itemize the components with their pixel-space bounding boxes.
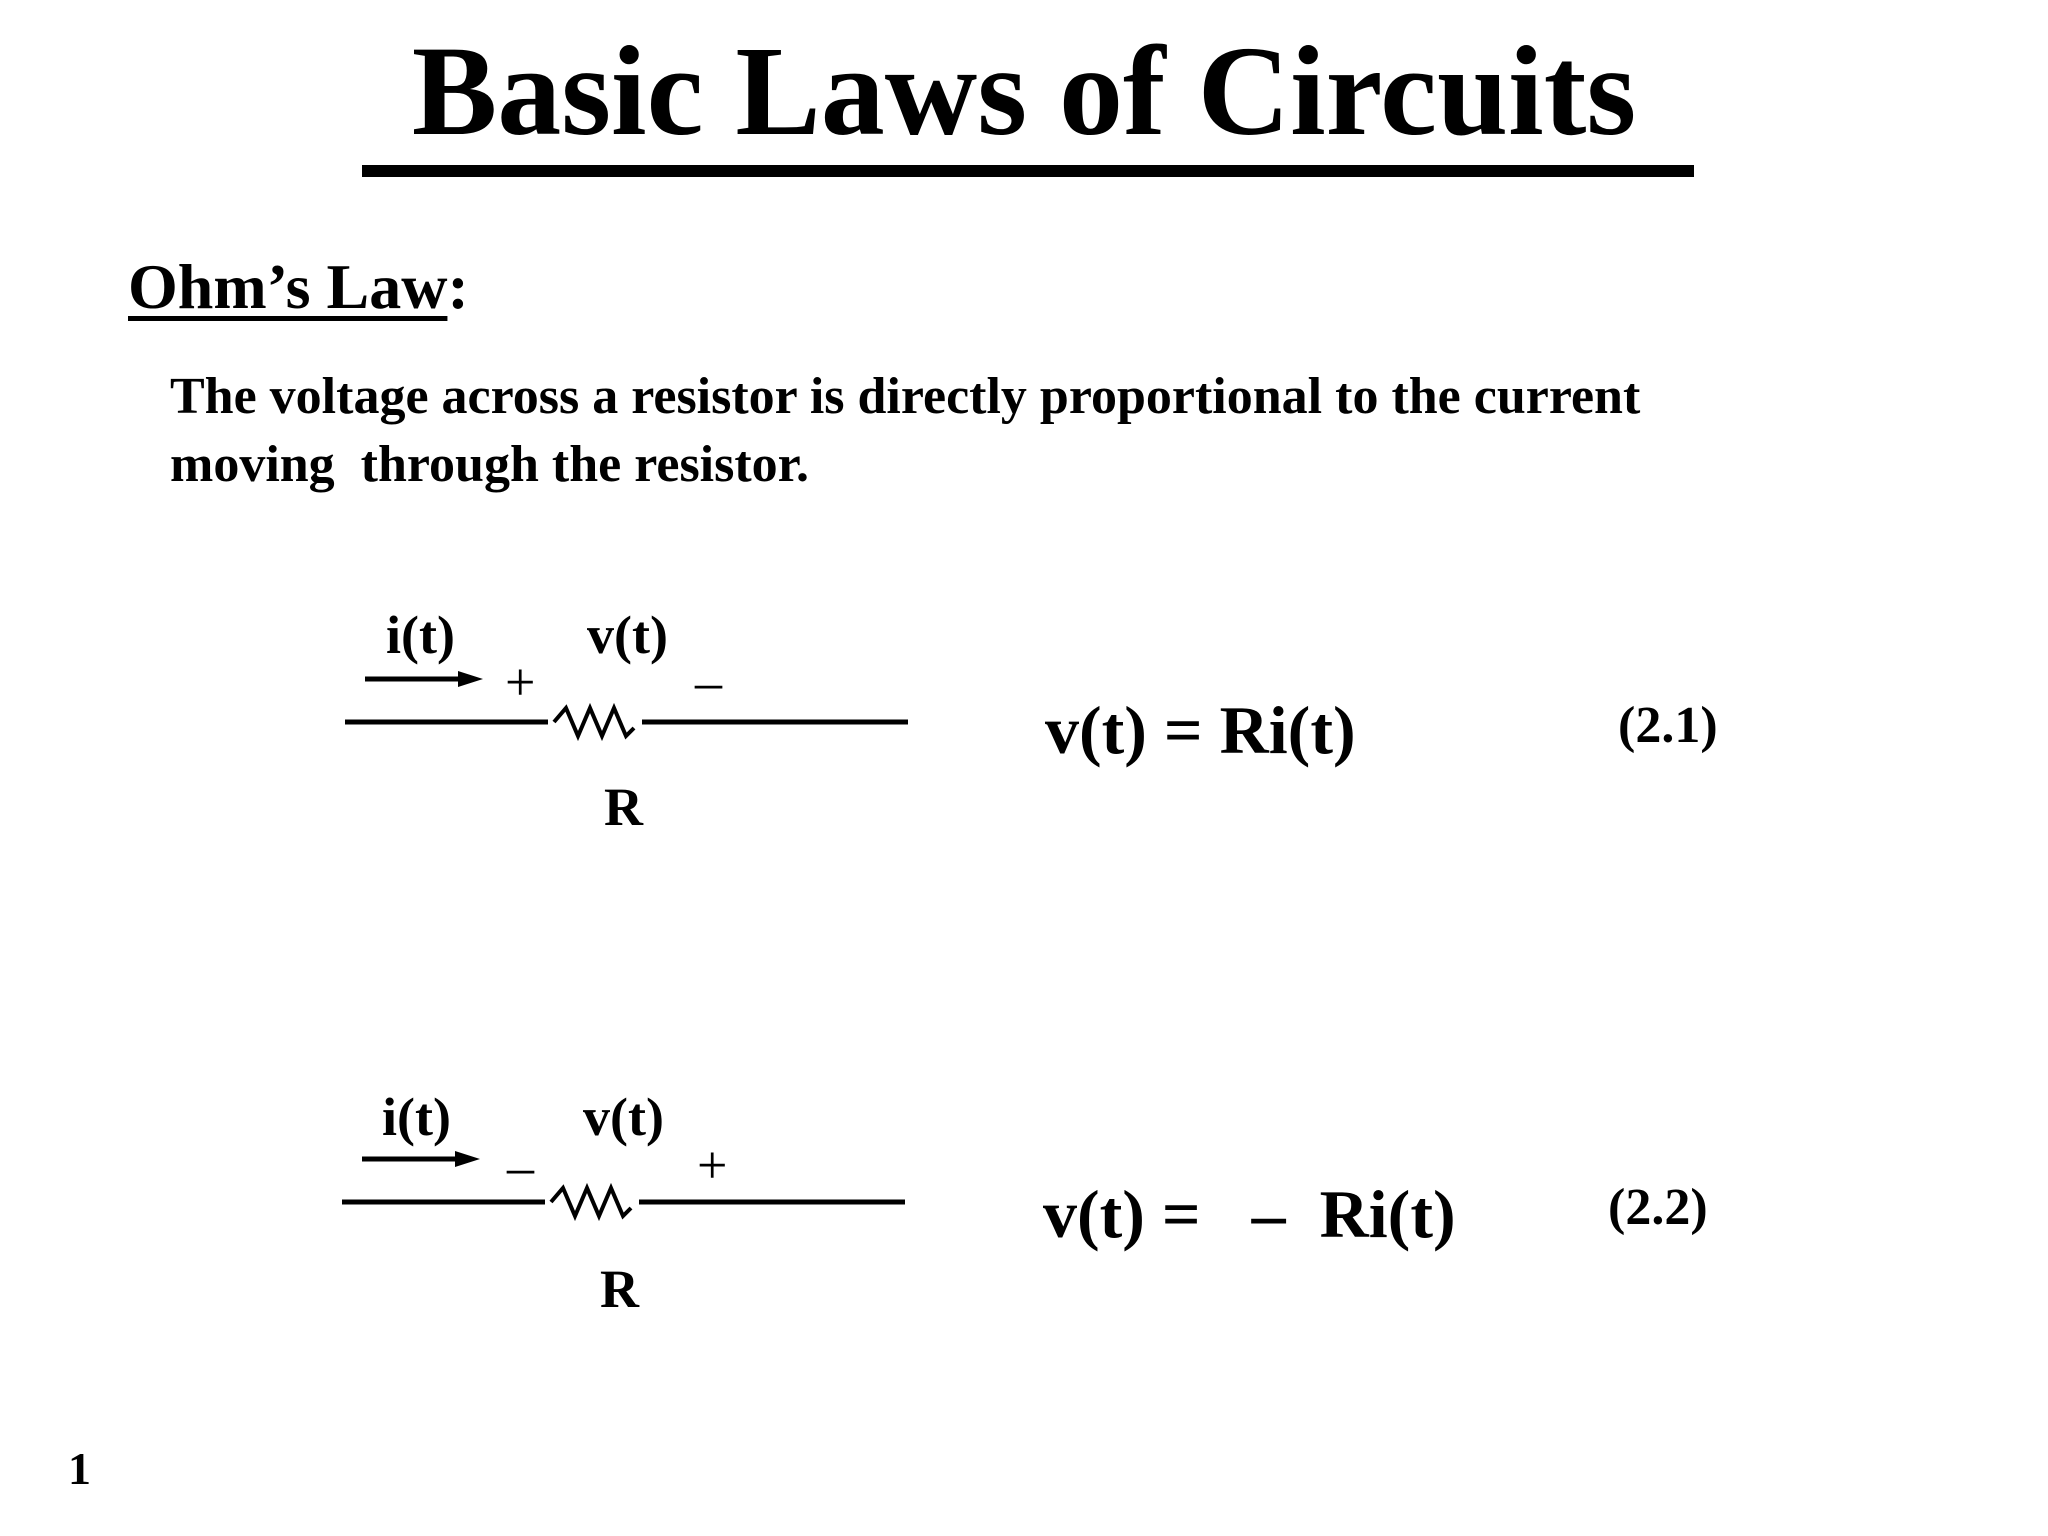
resistor-label: R: [604, 777, 643, 837]
section-heading: [128, 250, 469, 324]
current-label: i(t): [382, 1087, 451, 1147]
resistor-zigzag: [551, 1188, 631, 1216]
left-polarity-sign: +: [505, 652, 536, 712]
right-polarity-sign: +: [697, 1135, 728, 1195]
voltage-label: v(t): [583, 1087, 664, 1147]
ohms-law-equation: v(t) = Ri(t): [1045, 692, 1356, 768]
section-heading-colon: :: [447, 251, 469, 322]
left-polarity-sign: –: [507, 1137, 534, 1197]
current-label: i(t): [386, 605, 455, 665]
slide-title: Basic Laws of Circuits: [411, 20, 1637, 162]
current-arrow-head: [458, 671, 483, 687]
voltage-label: v(t): [587, 605, 668, 665]
current-arrow-head: [455, 1151, 480, 1167]
resistor-label: R: [600, 1259, 639, 1319]
equation-number: (2.2): [1608, 1179, 1708, 1236]
equation-number: (2.1): [1618, 697, 1718, 754]
right-polarity-sign: –: [695, 652, 722, 712]
title-underline-rule: [362, 165, 1694, 177]
section-heading-text: Ohm’s Law: [128, 251, 448, 322]
ohms-law-equation: v(t) = – Ri(t): [1043, 1176, 1456, 1252]
resistor-zigzag: [554, 708, 634, 736]
page-number: 1: [68, 1443, 91, 1494]
ohms-law-statement: The voltage across a resistor is directly proportional to the current moving through the resistor.: [170, 368, 1641, 493]
